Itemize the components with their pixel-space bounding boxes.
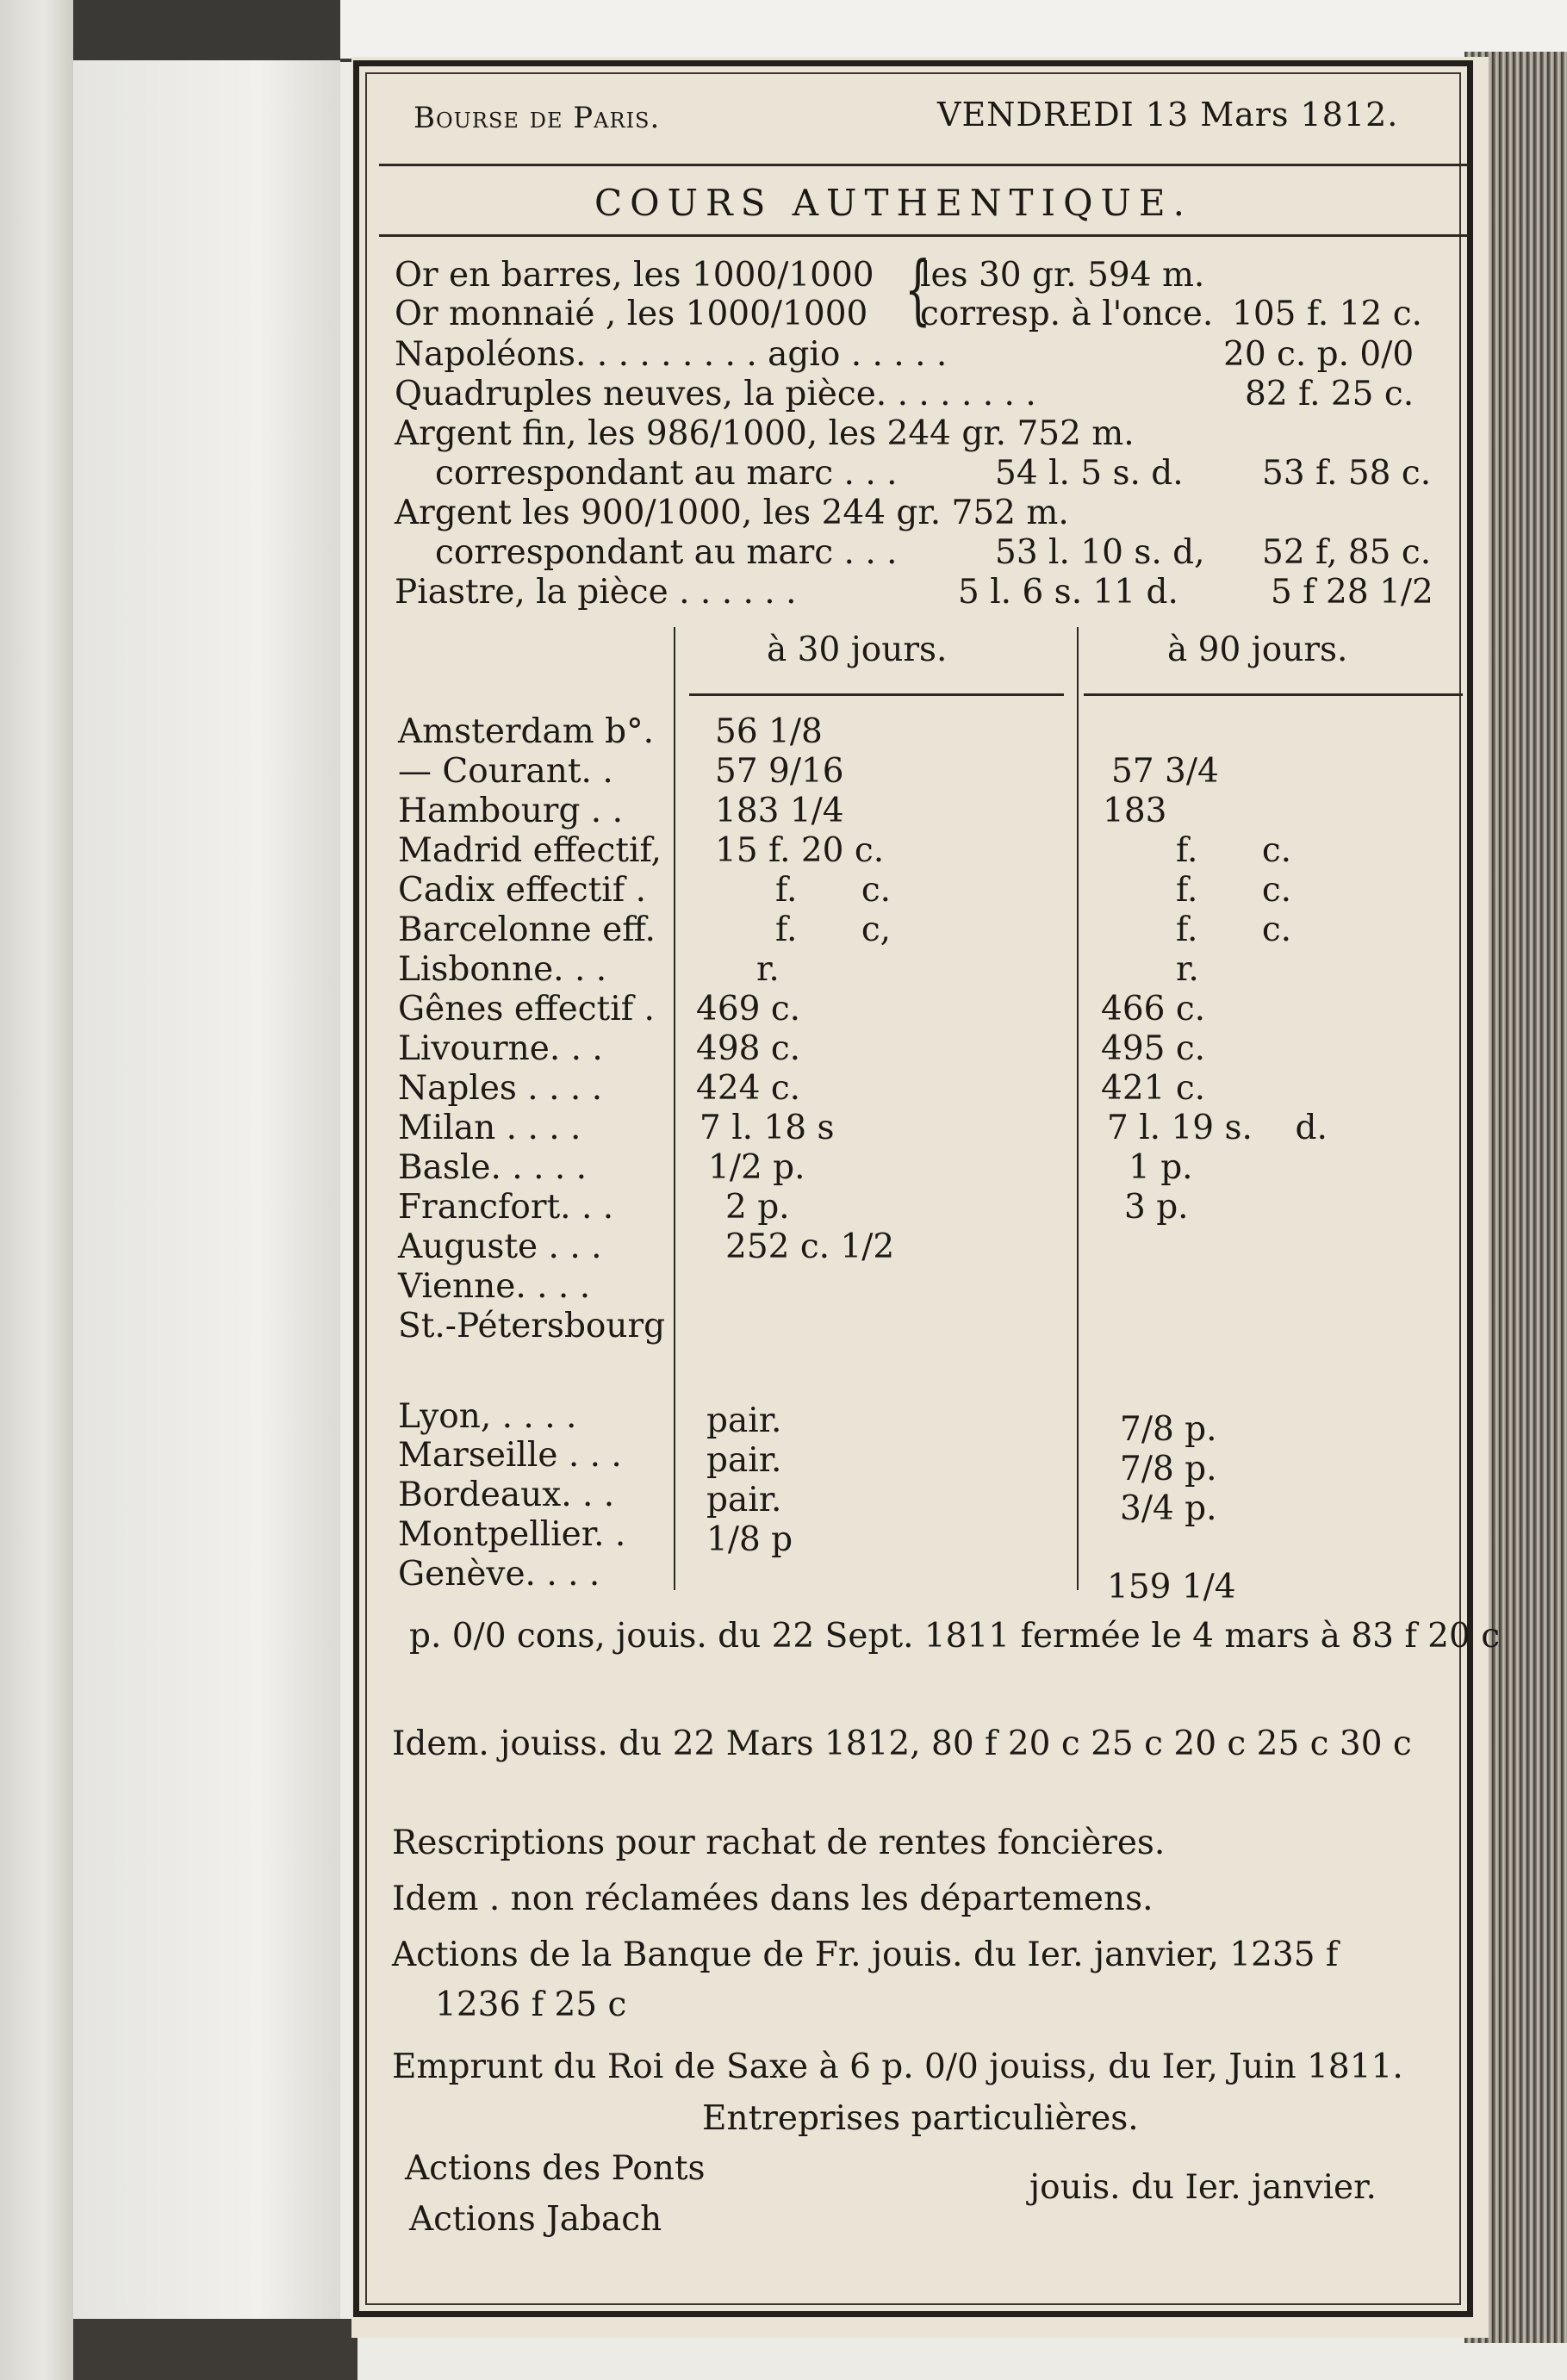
place-marseille: Marseille . . . bbox=[398, 1436, 622, 1475]
rate-30-lyon: pair. bbox=[706, 1401, 782, 1440]
argent-900-marc-francs: 52 f, 85 c. bbox=[1262, 533, 1432, 572]
or-value: 105 f. 12 c. bbox=[1232, 295, 1422, 333]
place-genes: Gênes effectif . bbox=[398, 990, 655, 1028]
rate-30-courant: 57 9/16 bbox=[715, 752, 844, 791]
title-rule bbox=[379, 234, 1469, 237]
column-header-90-days: à 90 jours. bbox=[1167, 631, 1348, 669]
rate-90-livourne: 495 c. bbox=[1101, 1029, 1206, 1068]
or-monnaie: Or monnaié , les 1000/1000 bbox=[395, 295, 868, 333]
place-naples: Naples . . . . bbox=[398, 1069, 603, 1108]
rate-90-bordeaux: 3/4 p. bbox=[1120, 1489, 1217, 1528]
rentes-consolidees: p. 0/0 cons, jouis. du 22 Sept. 1811 fermée le 4 mars à 83 f 20 c bbox=[409, 1617, 1501, 1656]
rate-90-lyon: 7/8 p. bbox=[1120, 1410, 1217, 1449]
table-divider-left bbox=[674, 627, 675, 1590]
rate-90-courant: 57 3/4 bbox=[1111, 752, 1219, 791]
rate-30-genes: 469 c. bbox=[696, 990, 801, 1028]
argent-fin: Argent fin, les 986/1000, les 244 gr. 752 m. bbox=[395, 414, 1135, 453]
rate-90-barcelonne: f. c. bbox=[1176, 910, 1292, 949]
place-courant: — Courant. . bbox=[398, 752, 613, 791]
rate-30-montpellier: 1/8 p bbox=[706, 1520, 793, 1559]
rate-90-milan: 7 l. 19 s. d. bbox=[1107, 1109, 1328, 1147]
argent-fin-marc-francs: 53 f. 58 c. bbox=[1262, 454, 1432, 493]
rate-30-hambourg: 183 1/4 bbox=[715, 792, 844, 830]
actions-jouissance: jouis. du Ier. janvier. bbox=[1029, 2168, 1377, 2207]
place-francfort: Francfort. . . bbox=[398, 1188, 614, 1227]
rate-90-madrid: f. c. bbox=[1176, 831, 1292, 870]
rate-90-naples: 421 c. bbox=[1101, 1069, 1206, 1108]
actions-banque-price: 1236 f 25 c bbox=[435, 1985, 627, 2024]
rate-30-amsterdam: 56 1/8 bbox=[715, 712, 823, 751]
column-header-30-days: à 30 jours. bbox=[767, 631, 948, 669]
actions-jabach: Actions Jabach bbox=[409, 2200, 662, 2239]
rate-90-hambourg: 183 bbox=[1103, 792, 1167, 830]
rate-30-marseille: pair. bbox=[706, 1441, 782, 1480]
actions-ponts: Actions des Ponts bbox=[405, 2149, 706, 2188]
argent-fin-marc: correspondant au marc . . . bbox=[435, 454, 898, 493]
rate-90-genes: 466 c. bbox=[1101, 990, 1206, 1028]
left-blank-page bbox=[73, 60, 340, 2326]
brace-note-2: corresp. à l'once. bbox=[920, 295, 1214, 333]
or-barres: Or en barres, les 1000/1000 bbox=[395, 256, 874, 295]
table-divider-right bbox=[1077, 627, 1079, 1590]
argent-fin-marc-livres: 54 l. 5 s. d. bbox=[995, 454, 1184, 493]
place-livourne: Livourne. . . bbox=[398, 1029, 603, 1068]
place-lisbonne: Lisbonne. . . bbox=[398, 950, 607, 989]
piastre-livres: 5 l. 6 s. 11 d. bbox=[958, 573, 1178, 612]
rate-90-cadix: f. c. bbox=[1176, 871, 1292, 910]
page-top-margin bbox=[340, 0, 1567, 59]
rate-30-francfort: 2 p. bbox=[725, 1188, 790, 1227]
rescriptions: Rescriptions pour rachat de rentes foncières. bbox=[392, 1824, 1166, 1862]
rate-30-bordeaux: pair. bbox=[706, 1481, 782, 1519]
rate-90-basle: 1 p. bbox=[1129, 1148, 1193, 1187]
rate-90-marseille: 7/8 p. bbox=[1120, 1450, 1217, 1488]
book-edge-top bbox=[73, 0, 358, 62]
argent-900-marc-livres: 53 l. 10 s. d, bbox=[995, 533, 1205, 572]
place-hambourg: Hambourg . . bbox=[398, 792, 624, 830]
header-rule bbox=[379, 164, 1469, 166]
place-amsterdam: Amsterdam b°. bbox=[398, 712, 655, 751]
place-cadix: Cadix effectif . bbox=[398, 871, 647, 910]
rate-30-barcelonne: f. c, bbox=[775, 910, 892, 949]
place-auguste: Auguste . . . bbox=[398, 1227, 602, 1266]
rate-30-naples: 424 c. bbox=[696, 1069, 801, 1108]
book-binding bbox=[0, 0, 73, 2380]
header-right: VENDREDI 13 Mars 1812. bbox=[937, 96, 1399, 134]
napoleons-value: 20 c. p. 0/0 bbox=[1223, 335, 1415, 374]
book-edge-bottom bbox=[73, 2319, 358, 2380]
rate-30-lisbonne: r. bbox=[756, 950, 780, 989]
column-rule-90 bbox=[1084, 693, 1463, 696]
argent-900: Argent les 900/1000, les 244 gr. 752 m. bbox=[395, 494, 1069, 532]
argent-900-marc: correspondant au marc . . . bbox=[435, 533, 898, 572]
place-barcelonne: Barcelonne eff. bbox=[398, 910, 656, 949]
column-rule-30 bbox=[689, 693, 1064, 696]
rate-30-auguste: 252 c. 1/2 bbox=[725, 1227, 895, 1266]
section-entreprises: Entreprises particulières. bbox=[702, 2099, 1139, 2138]
place-montpellier: Montpellier. . bbox=[398, 1515, 626, 1554]
brace-symbol: { bbox=[905, 245, 931, 333]
rate-30-madrid: 15 f. 20 c. bbox=[715, 831, 885, 870]
place-geneve: Genève. . . . bbox=[398, 1555, 600, 1594]
rescriptions-idem: Idem . non réclamées dans les départemens. bbox=[392, 1880, 1153, 1918]
quadruples-value: 82 f. 25 c. bbox=[1245, 375, 1415, 413]
rate-90-francfort: 3 p. bbox=[1124, 1188, 1189, 1227]
rate-30-cadix: f. c. bbox=[775, 871, 892, 910]
emprunt-saxe: Emprunt du Roi de Saxe à 6 p. 0/0 jouiss, du Ier, Juin 1811. bbox=[392, 2048, 1403, 2086]
rate-30-milan: 7 l. 18 s bbox=[700, 1109, 835, 1147]
piastre-francs: 5 f 28 1/2 bbox=[1271, 573, 1433, 612]
place-bordeaux: Bordeaux. . . bbox=[398, 1476, 615, 1514]
piastre: Piastre, la pièce . . . . . . bbox=[395, 573, 797, 612]
place-vienne: Vienne. . . . bbox=[398, 1267, 591, 1306]
header-left: Bourse de Paris. bbox=[414, 101, 661, 135]
napoleons: Napoléons. . . . . . . . . agio . . . . . bbox=[395, 335, 948, 374]
quadruples: Quadruples neuves, la pièce. . . . . . . . bbox=[395, 375, 1036, 413]
place-st-petersbourg: St.-Pétersbourg bbox=[398, 1307, 666, 1345]
brace-note-1: les 30 gr. 594 m. bbox=[920, 256, 1205, 295]
actions-banque: Actions de la Banque de Fr. jouis. du Ier. janvier, 1235 f bbox=[392, 1936, 1339, 1974]
place-basle: Basle. . . . . bbox=[398, 1148, 588, 1187]
place-milan: Milan . . . . bbox=[398, 1109, 581, 1147]
rate-90-geneve: 159 1/4 bbox=[1107, 1568, 1236, 1606]
page-title: COURS AUTHENTIQUE. bbox=[594, 182, 1192, 224]
rate-30-livourne: 498 c. bbox=[696, 1029, 801, 1068]
place-lyon: Lyon, . . . . bbox=[398, 1397, 577, 1436]
rentes-idem-mars: Idem. jouiss. du 22 Mars 1812, 80 f 20 c 25 c 20 c 25 c 30 c bbox=[392, 1724, 1412, 1763]
rate-30-basle: 1/2 p. bbox=[708, 1148, 805, 1187]
rate-90-lisbonne: r. bbox=[1176, 950, 1199, 989]
place-madrid: Madrid effectif, bbox=[398, 831, 662, 870]
